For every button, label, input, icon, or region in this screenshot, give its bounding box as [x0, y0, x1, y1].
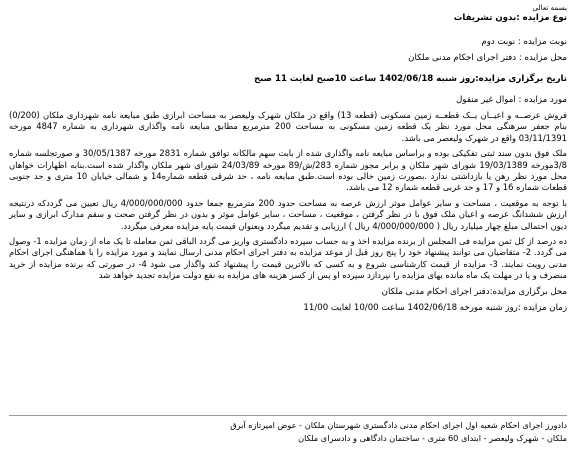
property-valuation: با توجه به موقعیت ، مساحت و سایر عوامل موثر ارزش عرصه به مساحت حدود 200 مترمربع جمعا حدود 4/000/000/000 ریال تعیین می گرددکه درنتیجه ارزش ششدانگ عرصه و اعیان ملک فوق با در نظر گرفتن ، موقعیت ، مساحت ، سایر عوامل موثر و بدون در نظر گرفتن صحت و سقم مدارک ابرازی و سایر دیون احتمالی مبلغ چهار میلیارد ریال ( 4/000/000/000 ریال ) ارزیابی و تقدیم میگردد وبعنوان قیمت پایه مزایده معرفی میگردد. [9, 197, 568, 231]
notice-footer [9, 412, 567, 445]
basmala: بسمه تعالی [532, 3, 567, 12]
auction-subject: مورد مزایده : اموال غیر منقول [456, 95, 567, 105]
footer-address: ملکان - شهرک ولیعصر - ابتدای 60 متری - ساختمان دادگاهی و دادسرای ملکان [298, 433, 567, 443]
auction-type: نوع مزایده :بدون تشریفات [453, 13, 567, 23]
auction-date: تاریخ برگزاری مزایده:روز شنبه 1402/06/18 ساعت 10صبح لغایت 11 صبح [253, 74, 567, 84]
property-details: ملک فوق بدون سند ثبتی تفکیکی بوده و براساس مبایعه نامه واگذاری شده از بابت سهم مالکانه توافق شماره 2831 مورخه 30/05/1387 و صورتجلسه شماره 3/8مورخه 19/03/1389 شورای شهر ملکان و برابر مجوز شماره 283/ش/89 مورخه 24/03/89 شورای شهر ملکان واگذار شده است.بنابه اظهارات خواهان محل مورد نظر رهن یا بازداشتی ندارد .بصورت زمین خالی بوده است.طبق مبایعه نامه ، حد شرقی قطعه شماره14 و شمالی خیابان 10 متری و حد جنوبی قطعات شماره 16 و 17 و حد غربی قطعه شماره 12 می باشد. [9, 148, 568, 193]
auction-venue: محل مزایده : دفتر اجرای احکام مدنی ملکان [408, 53, 567, 63]
auction-conditions: ده درصد از کل ثمن مزایده فی المجلس از برنده مزایده اخذ و به حساب سپرده دادگستری واریز می گردد الباقی ثمن معامله تا یک ماه از زمان مزایده 1- وصول می گردد. 2- متقاضیان می توانند پیشنهاد خود را پنج روز قبل از موعد مزایده به دفتر اجرای احکام مدنی ارسال نمایند و مورد مزایده را با هماهنگی اجرای احکام مدنی رویت نمایند. 3- مزایده از قیمت کارشناسی شروع و به کسی که بالاترین قیمت را پیشنهاد کند واگذار می شود 4- در صورتی که برنده مزایده از خرید منصرف و یا در مهلت یک ماه مانده بهای مزایده را نپردازد سپرده او پس از کسر هزینه های مزایده به نفع دولت مزایده تجدید خواهد شد [9, 236, 568, 281]
auction-round: نوبت مزایده : نوبت دوم [481, 37, 567, 47]
footer-office: دادورز اجرای احکام شعبه اول اجرای احکام مدنی دادگستری شهرستان ملکان - عوض امیرتازه آبرق [230, 420, 567, 430]
bottom-time: زمان مزایده :روز شنبه مورخه 1402/06/18 ساعت 10/00 لغایت 11/00 [303, 302, 567, 313]
bottom-venue: محل برگزاری مزایده:دفتر اجرای احکام مدنی ملکان [381, 286, 567, 297]
footer-divider [9, 415, 567, 416]
property-description: فروش عرصــه و اعیــان یــک قطعــه زمین مسکونی (قطعه 13) واقع در ملکان شهرک ولیعصر به مساحت ابرازی طبق مبایعه نامه شهرداری ملکان (0/200) بنام جعفر سرهنگی محل مورد نظر یک قطعه زمین مسکونی به مساحت 200 مترمربع مطابق مبایعه نامه واگذاری شهرداری به شماره 4847 مورخه 03/11/1391 واقع در شهرک ولیعصر می باشد. [9, 110, 568, 143]
